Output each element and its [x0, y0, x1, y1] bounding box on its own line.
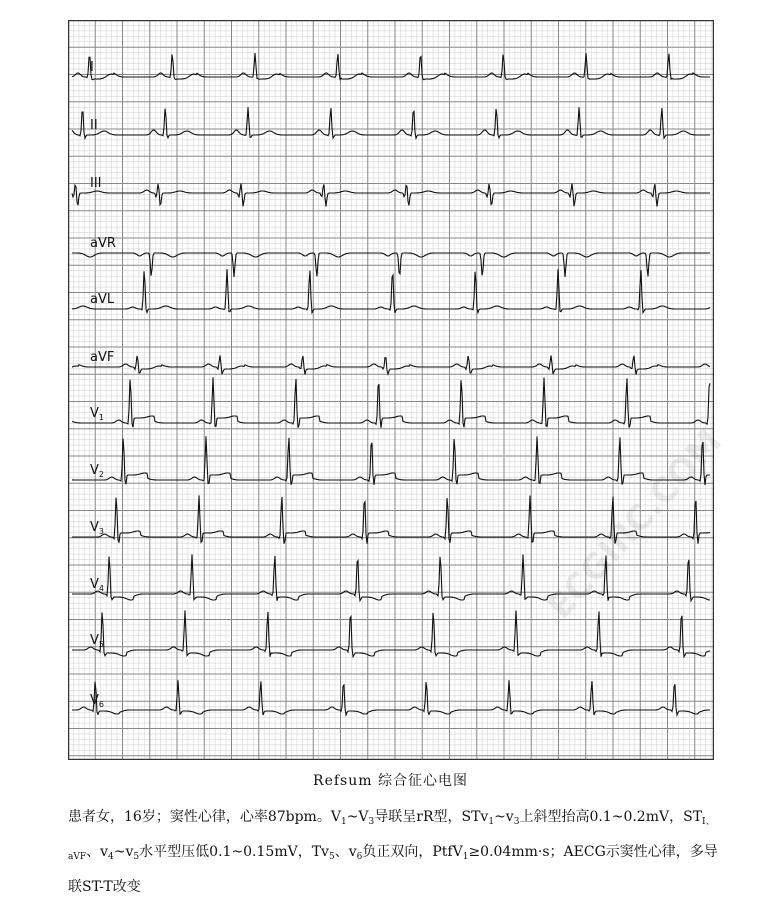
ecg-frame: [69, 21, 714, 760]
lead-label-v2: $V_2$: [90, 463, 104, 479]
lead-label-v4: $V_4$: [90, 577, 104, 593]
ecg-grid: [68, 20, 714, 760]
ecg-trace-i: [72, 53, 710, 80]
lead-label-avr: aVR: [90, 236, 116, 251]
watermark: ECGIIIC.COM: [540, 421, 731, 627]
lead-label-ii: II: [90, 118, 98, 133]
ecg-trace-avl: [72, 269, 710, 313]
lead-label-avl: aVL: [90, 292, 115, 307]
lead-label-v6: $V_6$: [90, 693, 104, 709]
figure-description: 患者女，16岁；窦性心律，心率87bpm。$V_1\sim V_3$导联呈rR型，$STv_1\sim v_3$上斜型抬高0.1~0.2mV，$ST_{Ⅰ、aVF}$、$v_4\sim v_5$水平型压低0.1~0.15mV，$Tv_5$、$v_6$负正双向，PtfV$_1$≥0.04mm·s；AECG示窦性心律，多导联ST-T改变: [68, 809, 718, 895]
lead-label-v3: $V_3$: [90, 520, 104, 536]
lead-label-v1: $V_1$: [90, 406, 104, 422]
lead-label-v5: $V_5$: [90, 633, 104, 649]
figure-caption: Refsum 综合征心电图: [313, 773, 468, 789]
ecg-figure: [68, 20, 714, 760]
lead-label-i: I: [90, 60, 94, 75]
ecg-trace-avf: [72, 355, 710, 374]
ecg-trace-v1: [72, 377, 710, 428]
ecg-trace-v5: [72, 610, 710, 656]
lead-label-avf: aVF: [90, 350, 115, 365]
lead-label-iii: III: [90, 176, 102, 191]
ecg-chart: [68, 20, 714, 760]
ecg-trace-v6: [72, 680, 710, 715]
ecg-trace-ii: [72, 107, 710, 138]
ecg-trace-iii: [72, 184, 710, 207]
